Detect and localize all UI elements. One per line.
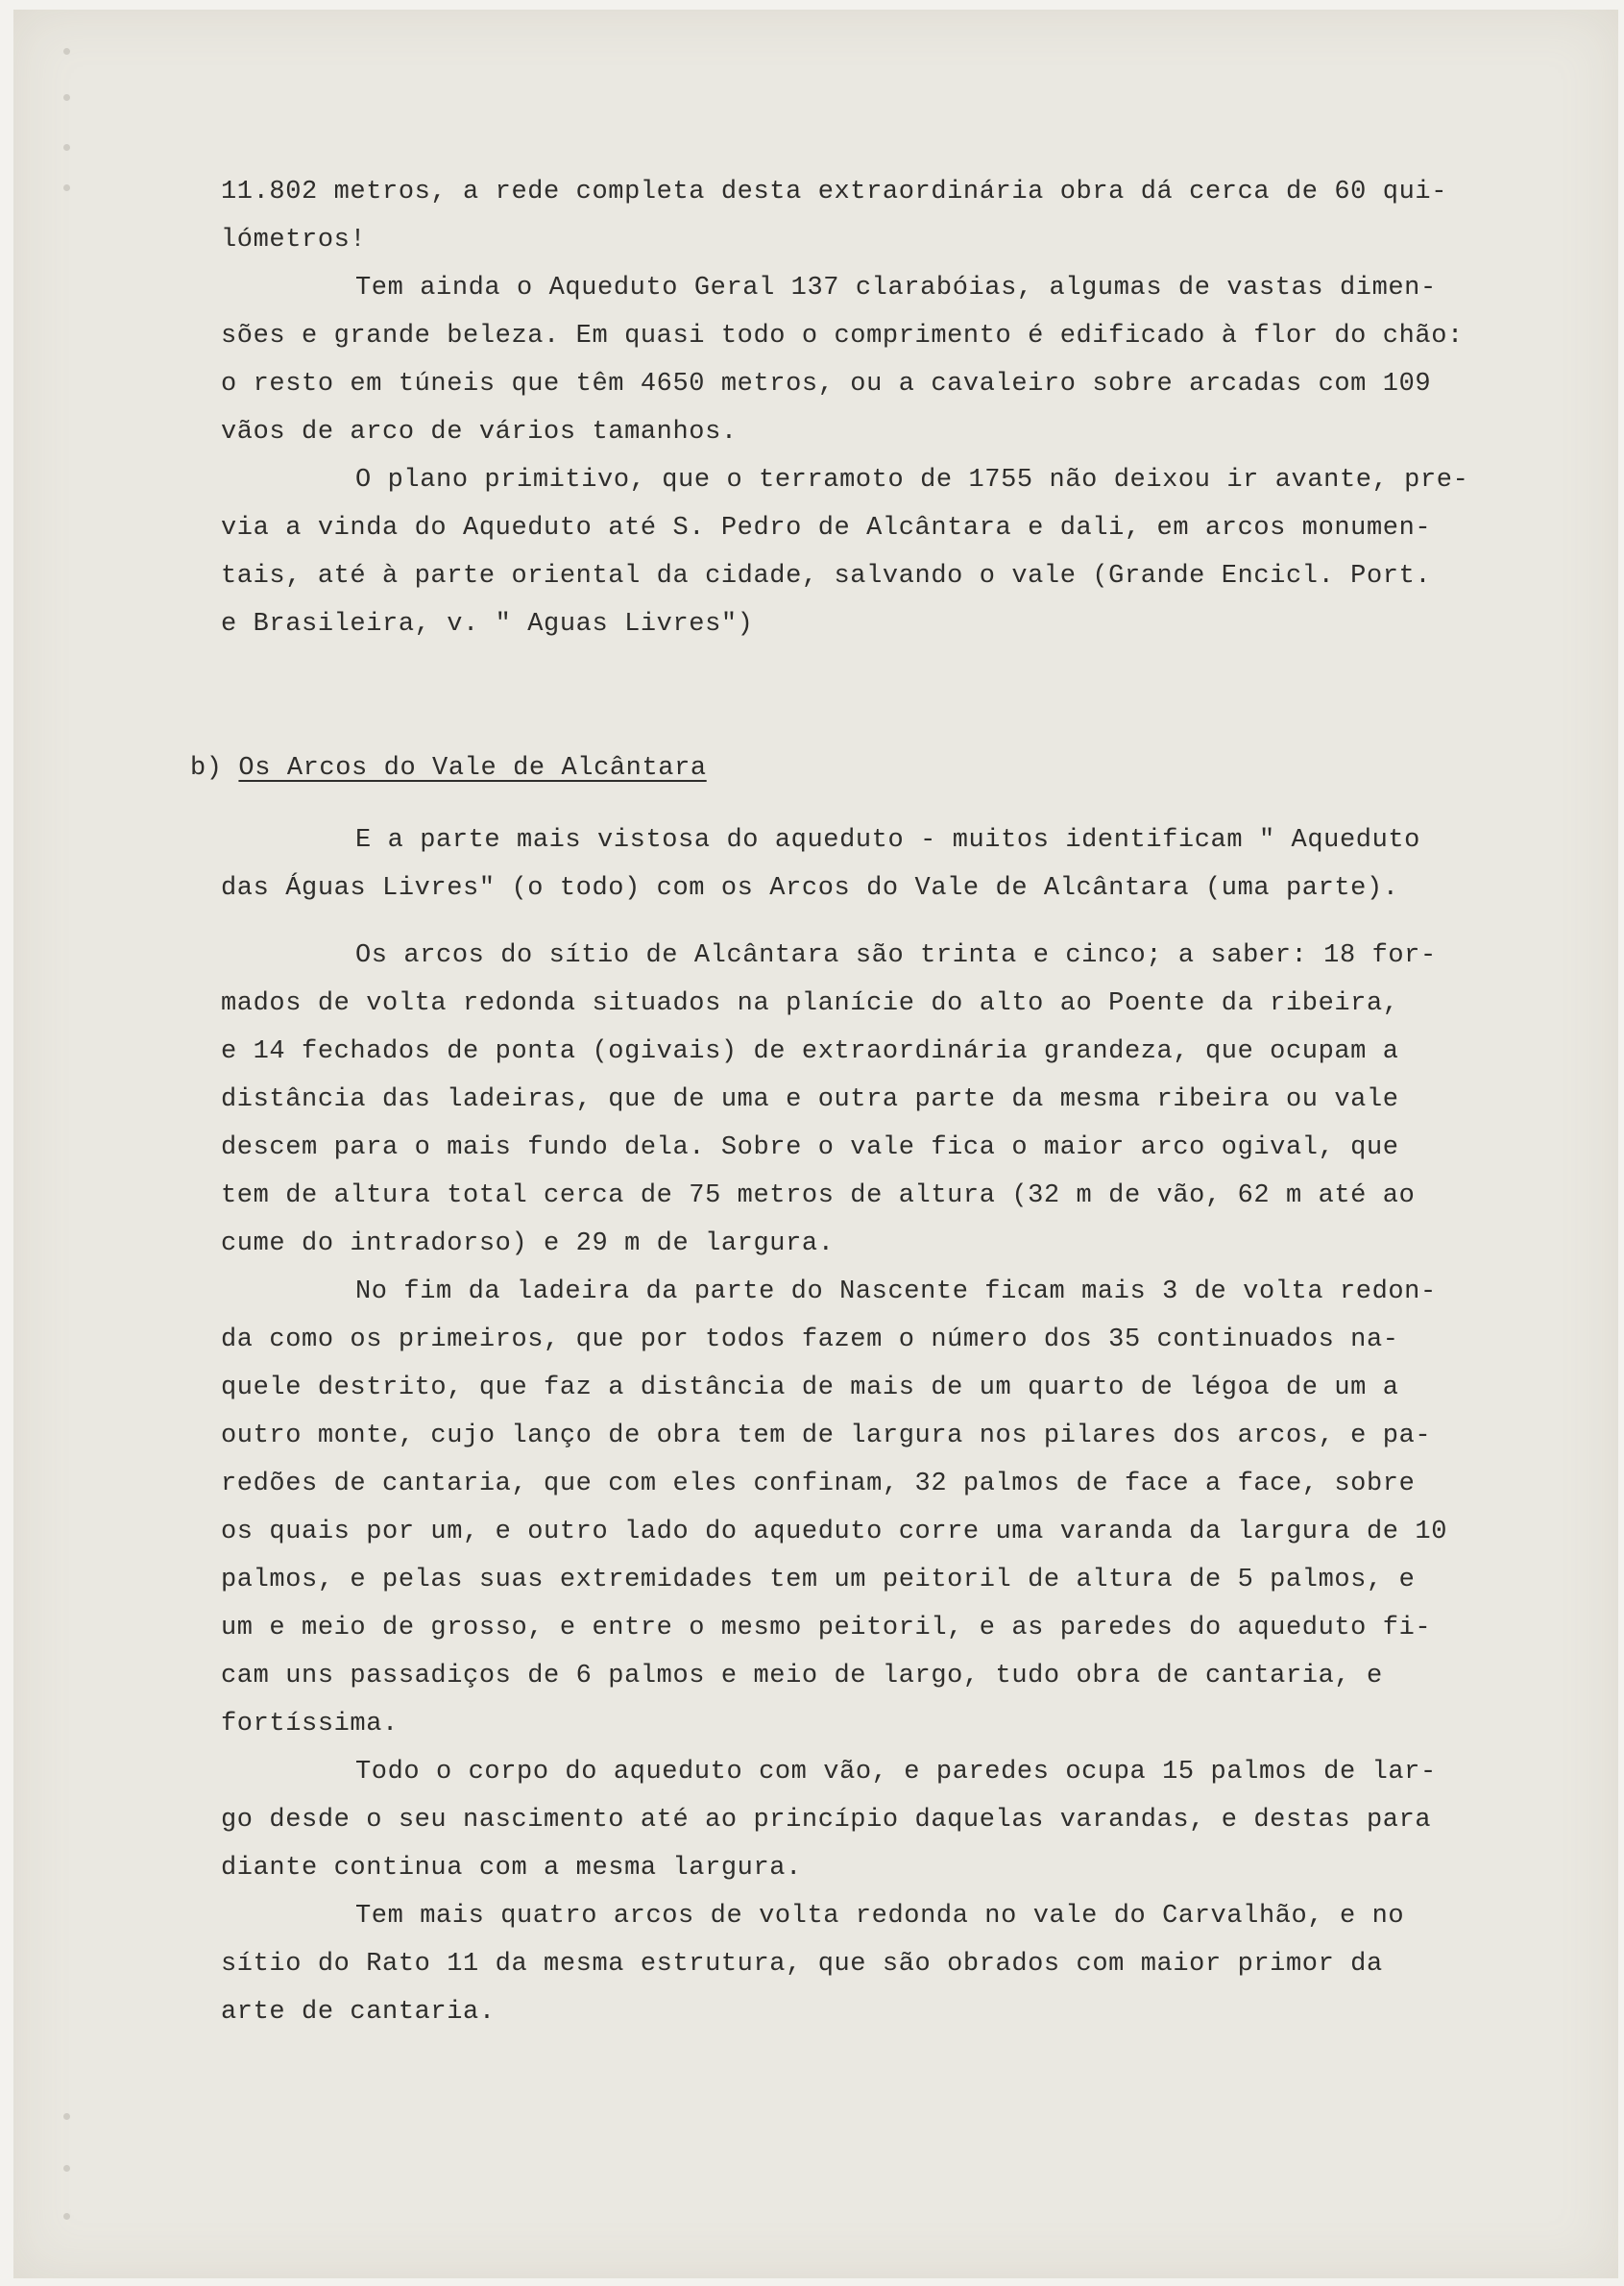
text-line: Tem mais quatro arcos de volta redonda no vale do Carvalhão, e no — [355, 1902, 1405, 1931]
text-line: lómetros! — [221, 226, 367, 255]
paragraph-1 — [221, 168, 1546, 264]
paragraph-5 — [221, 932, 1546, 1268]
text-line: os quais por um, e outro lado do aqueduto corre uma varanda da largura de 10 — [221, 1518, 1447, 1546]
text-line: sítio do Rato 11 da mesma estrutura, que são obrados com maior primor da — [221, 1950, 1383, 1979]
paragraph-7 — [221, 1748, 1546, 1892]
text-line: diante continua com a mesma largura. — [221, 1854, 802, 1883]
paragraph-4 — [221, 816, 1546, 912]
text-line: e 14 fechados de ponta (ogivais) de extraordinária grandeza, que ocupam a — [221, 1037, 1399, 1066]
punch-hole — [63, 2213, 70, 2220]
paragraph-3 — [221, 456, 1546, 648]
text-line: palmos, e pelas suas extremidades tem um peitoril de altura de 5 palmos, e — [221, 1566, 1416, 1594]
text-line: go desde o seu nascimento até ao princípio daquelas varandas, e destas para — [221, 1806, 1432, 1835]
text-line: cam uns passadiços de 6 palmos e meio de largo, tudo obra de cantaria, e — [221, 1662, 1383, 1690]
text-line: Os arcos do sítio de Alcântara são trinta e cinco; a saber: 18 for- — [355, 941, 1437, 970]
text-line: E a parte mais vistosa do aqueduto - muitos identificam " Aqueduto — [355, 826, 1420, 855]
punch-hole — [63, 144, 70, 151]
text-line: descem para o mais fundo dela. Sobre o vale fica o maior arco ogival, que — [221, 1133, 1399, 1162]
text-line: via a vinda do Aqueduto até S. Pedro de Alcântara e dali, em arcos monumen- — [221, 514, 1432, 543]
text-line: das Águas Livres" (o todo) com os Arcos do Vale de Alcântara (uma parte). — [221, 874, 1399, 903]
punch-hole — [63, 94, 70, 101]
text-line: quele destrito, que faz a distância de mais de um quarto de légoa de um a — [221, 1374, 1399, 1402]
typed-document-body — [190, 168, 1546, 2036]
section-title: Os Arcos do Vale de Alcântara — [238, 754, 707, 783]
punch-hole — [63, 2113, 70, 2120]
text-line: No fim da ladeira da parte do Nascente ficam mais 3 de volta redon- — [355, 1277, 1437, 1306]
text-line: sões e grande beleza. Em quasi todo o comprimento é edificado à flor do chão: — [221, 322, 1464, 351]
text-line: tais, até à parte oriental da cidade, salvando o vale (Grande Encicl. Port. — [221, 562, 1432, 591]
text-line: outro monte, cujo lanço de obra tem de largura nos pilares dos arcos, e pa- — [221, 1422, 1432, 1450]
text-line: arte de cantaria. — [221, 1998, 496, 2027]
text-line: distância das ladeiras, que de uma e outra parte da mesma ribeira ou vale — [221, 1085, 1399, 1114]
paragraph-8 — [221, 1892, 1546, 2036]
text-line: e Brasileira, v. " Aguas Livres") — [221, 610, 754, 639]
text-line: vãos de arco de vários tamanhos. — [221, 418, 738, 447]
paragraph-2 — [221, 264, 1546, 456]
text-line: redões de cantaria, que com eles confinam, 32 palmos de face a face, sobre — [221, 1470, 1416, 1498]
text-line: O plano primitivo, que o terramoto de 1755 não deixou ir avante, pre- — [355, 466, 1469, 495]
punch-hole — [63, 184, 70, 191]
text-line: cume do intradorso) e 29 m de largura. — [221, 1229, 835, 1258]
text-line: Tem ainda o Aqueduto Geral 137 clarabóias, algumas de vastas dimen- — [355, 274, 1437, 303]
text-line: tem de altura total cerca de 75 metros de altura (32 m de vão, 62 m até ao — [221, 1181, 1416, 1210]
text-line: um e meio de grosso, e entre o mesmo peitoril, e as paredes do aqueduto fi- — [221, 1614, 1432, 1642]
text-line: o resto em túneis que têm 4650 metros, ou a cavaleiro sobre arcadas com 109 — [221, 370, 1432, 399]
text-line: mados de volta redonda situados na planície do alto ao Poente da ribeira, — [221, 989, 1399, 1018]
text-line: da como os primeiros, que por todos fazem o número dos 35 continuados na- — [221, 1325, 1399, 1354]
text-line: 11.802 metros, a rede completa desta extraordinária obra dá cerca de 60 qui- — [221, 178, 1447, 207]
punch-hole — [63, 2165, 70, 2172]
text-line: fortíssima. — [221, 1710, 399, 1739]
text-line: Todo o corpo do aqueduto com vão, e paredes ocupa 15 palmos de lar- — [355, 1758, 1437, 1787]
punch-hole — [63, 48, 70, 55]
paragraph-6 — [221, 1268, 1546, 1748]
section-heading — [190, 744, 1546, 792]
section-marker: b) — [190, 754, 223, 783]
